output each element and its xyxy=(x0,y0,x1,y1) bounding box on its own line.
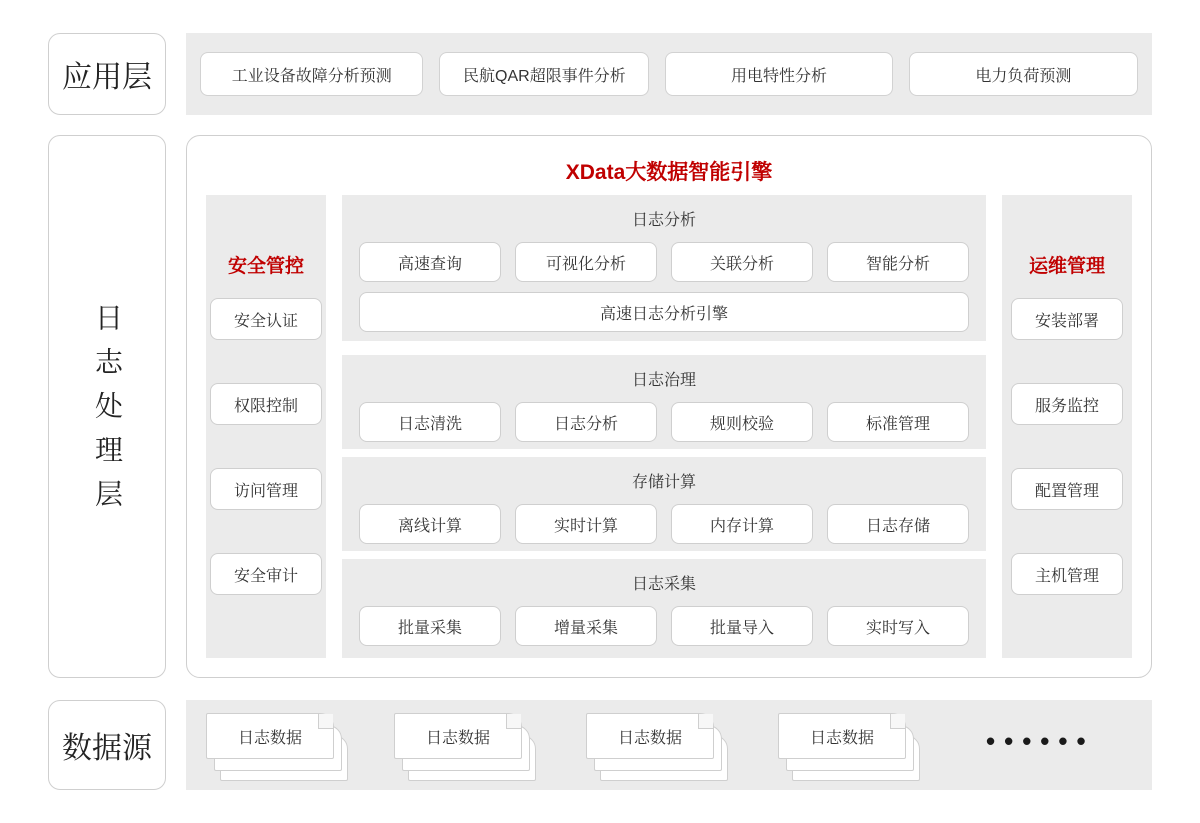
security-item[interactable] xyxy=(210,468,322,510)
group-item[interactable] xyxy=(515,504,657,544)
engine-title: XData大数据智能引擎 xyxy=(565,161,773,184)
group-title: 日志采集 xyxy=(631,576,696,593)
layer-label-application-text: 应用层 xyxy=(62,61,152,94)
ops-item-label: 配置管理 xyxy=(1034,482,1099,500)
group-title: 日志分析 xyxy=(631,212,696,229)
ops-item-label: 主机管理 xyxy=(1034,567,1099,585)
layer-label-application xyxy=(48,33,166,115)
datasource-label: 日志数据 xyxy=(425,729,490,747)
group-item-label: 增量采集 xyxy=(553,619,618,637)
group-item[interactable] xyxy=(671,402,813,442)
page-fold-icon xyxy=(890,714,905,729)
group-item-label: 批量导入 xyxy=(709,619,774,637)
security-item[interactable] xyxy=(210,298,322,340)
group-storage-compute xyxy=(342,457,986,551)
group-item-label: 可视化分析 xyxy=(545,255,626,273)
group-item[interactable] xyxy=(671,606,813,646)
security-item[interactable] xyxy=(210,383,322,425)
group-item-label: 实时计算 xyxy=(553,517,618,535)
group-item[interactable] xyxy=(827,402,969,442)
group-item[interactable] xyxy=(515,402,657,442)
group-item[interactable] xyxy=(515,242,657,282)
application-layer-panel xyxy=(186,33,1152,115)
group-title: 存储计算 xyxy=(631,474,696,491)
ops-item-label: 服务监控 xyxy=(1034,397,1099,415)
layer-label-datasource-text: 数据源 xyxy=(62,732,152,765)
application-item[interactable] xyxy=(665,52,892,96)
group-item-label: 批量采集 xyxy=(397,619,462,637)
layer-label-processing-text: 日志处理层 xyxy=(92,302,123,523)
group-item-label: 关联分析 xyxy=(709,255,774,273)
group-log-analysis xyxy=(342,195,986,341)
group-item[interactable] xyxy=(515,606,657,646)
datasource-label: 日志数据 xyxy=(617,729,682,747)
group-item[interactable] xyxy=(827,504,969,544)
group-row xyxy=(342,504,986,544)
datasource-sheet-front xyxy=(778,713,906,759)
ops-column xyxy=(1002,195,1132,658)
ops-item[interactable] xyxy=(1011,468,1123,510)
group-item[interactable] xyxy=(671,504,813,544)
ops-item-label: 安装部署 xyxy=(1034,312,1099,330)
page-fold-icon xyxy=(318,714,333,729)
group-item-label: 智能分析 xyxy=(865,255,930,273)
group-item[interactable] xyxy=(827,606,969,646)
group-item-label: 规则校验 xyxy=(709,415,774,433)
datasource-sheet-front xyxy=(206,713,334,759)
datasource-label: 日志数据 xyxy=(237,729,302,747)
ops-column-title: 运维管理 xyxy=(1028,256,1105,277)
security-item-label: 访问管理 xyxy=(233,482,298,500)
application-item-label: 民航QAR超限事件分析 xyxy=(463,67,626,85)
datasource-label: 日志数据 xyxy=(809,729,874,747)
security-item-label: 权限控制 xyxy=(233,397,298,415)
datasource-stack[interactable] xyxy=(586,713,736,775)
group-item-label: 日志清洗 xyxy=(397,415,462,433)
security-column-title: 安全管控 xyxy=(227,256,304,277)
ops-item[interactable] xyxy=(1011,553,1123,595)
group-item-label: 日志存储 xyxy=(865,517,930,535)
group-wide-item-label: 高速日志分析引擎 xyxy=(599,305,728,323)
group-item-label: 标准管理 xyxy=(865,415,930,433)
group-row xyxy=(342,606,986,646)
datasource-stack[interactable] xyxy=(206,713,356,775)
application-item[interactable] xyxy=(439,52,649,96)
security-item[interactable] xyxy=(210,553,322,595)
application-item-label: 工业设备故障分析预测 xyxy=(231,67,392,85)
layer-label-processing xyxy=(48,135,166,678)
group-item[interactable] xyxy=(359,504,501,544)
group-item-label: 实时写入 xyxy=(865,619,930,637)
group-row xyxy=(342,402,986,442)
group-row xyxy=(342,242,986,282)
group-wide-item[interactable] xyxy=(359,292,969,332)
application-item[interactable] xyxy=(909,52,1138,96)
datasource-stack[interactable] xyxy=(778,713,928,775)
group-item-label: 高速查询 xyxy=(397,255,462,273)
page-fold-icon xyxy=(506,714,521,729)
datasource-stack[interactable] xyxy=(394,713,544,775)
group-item-label: 离线计算 xyxy=(397,517,462,535)
group-item-label: 内存计算 xyxy=(709,517,774,535)
page-fold-icon xyxy=(698,714,713,729)
group-item[interactable] xyxy=(359,242,501,282)
application-item-label: 用电特性分析 xyxy=(730,67,827,85)
group-item[interactable] xyxy=(671,242,813,282)
group-item[interactable] xyxy=(359,402,501,442)
group-log-governance xyxy=(342,355,986,449)
group-title: 日志治理 xyxy=(631,372,696,389)
security-item-label: 安全认证 xyxy=(233,312,298,330)
group-item-label: 日志分析 xyxy=(553,415,618,433)
group-item[interactable] xyxy=(827,242,969,282)
security-item-label: 安全审计 xyxy=(233,567,298,585)
datasource-sheet-front xyxy=(394,713,522,759)
group-log-collection xyxy=(342,559,986,658)
ops-item[interactable] xyxy=(1011,383,1123,425)
layer-label-datasource xyxy=(48,700,166,790)
group-item[interactable] xyxy=(359,606,501,646)
datasource-sheet-front xyxy=(586,713,714,759)
datasource-more-indicator: •••••• xyxy=(986,726,1095,756)
application-item[interactable] xyxy=(200,52,423,96)
ops-item[interactable] xyxy=(1011,298,1123,340)
security-column xyxy=(206,195,326,658)
application-item-label: 电力负荷预测 xyxy=(975,67,1072,85)
